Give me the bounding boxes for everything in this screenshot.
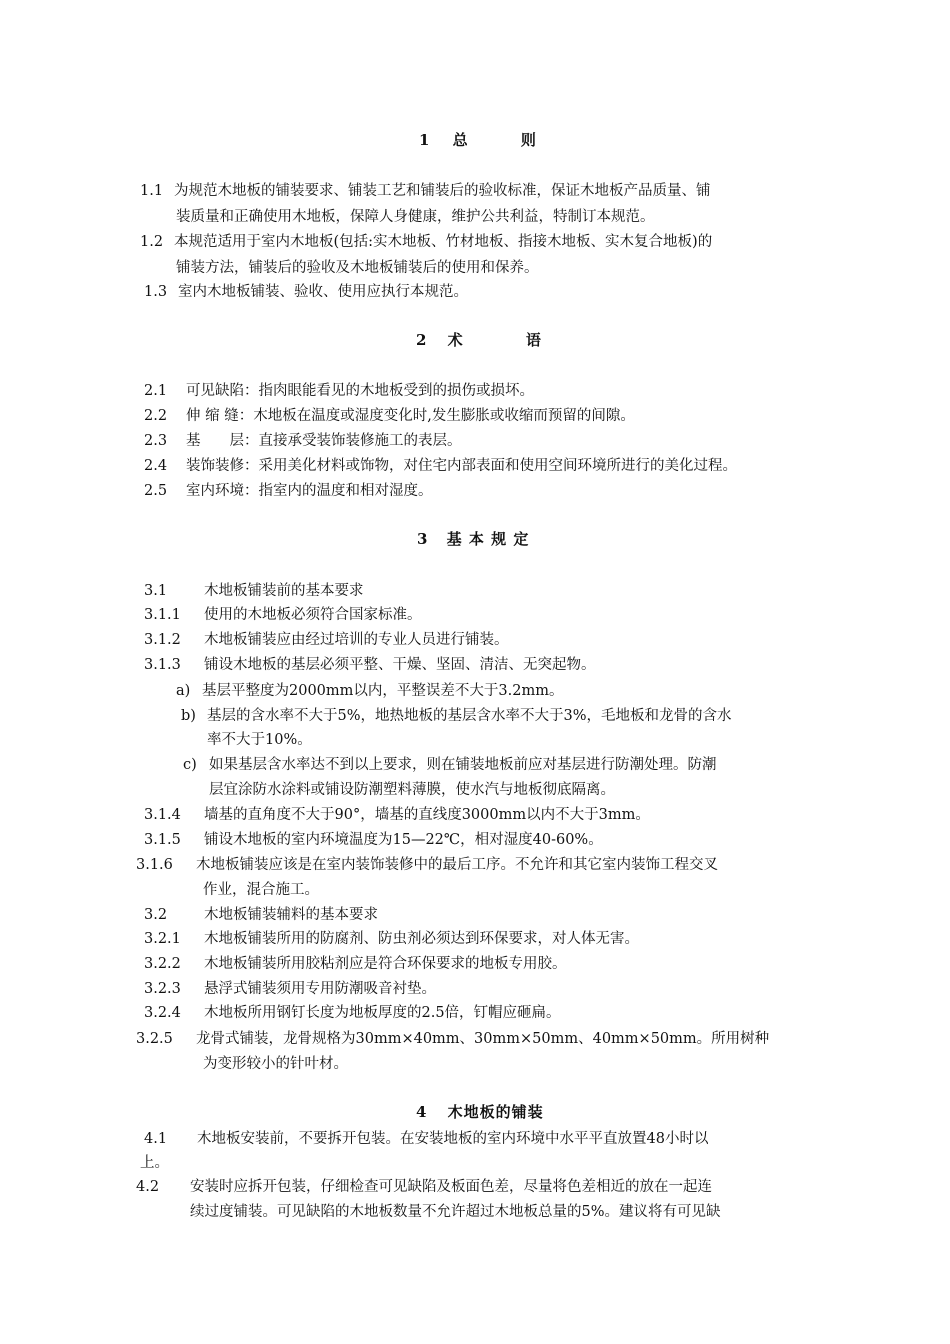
clause-number: 3.2 bbox=[144, 907, 168, 923]
clause-3-2-5 bbox=[136, 1027, 769, 1048]
section-2-heading bbox=[416, 329, 542, 350]
clause-text: 基 层：直接承受装饰装修施工的表层。 bbox=[186, 433, 462, 449]
clause-number: a) bbox=[176, 683, 191, 699]
clause-number: 4.1 bbox=[144, 1131, 168, 1147]
section-title-part: 语 bbox=[525, 331, 542, 349]
clause-text: 墙基的直角度不大于90°，墙基的直线度3000mm以内不大于3mm。 bbox=[204, 807, 650, 823]
clause-3-1-6 bbox=[136, 853, 718, 874]
clause-number: 3.1.6 bbox=[136, 857, 173, 873]
clause-3-2-1 bbox=[144, 927, 639, 948]
clause-1-1 bbox=[140, 179, 711, 200]
clause-3-2-5-cont: 为变形较小的针叶材。 bbox=[203, 1056, 348, 1072]
clause-number: 1.1 bbox=[140, 183, 164, 199]
clause-text: 木地板铺装应由经过培训的专业人员进行铺装。 bbox=[204, 632, 509, 648]
clause-text: 悬浮式铺装须用专用防潮吸音衬垫。 bbox=[204, 981, 436, 997]
clause-number: 1.3 bbox=[144, 284, 168, 300]
clause-text: 本规范适用于室内木地板(包括:实木地板、竹材地板、指接木地板、实木复合地板)的 bbox=[174, 234, 713, 250]
section-number: 3 bbox=[417, 530, 429, 548]
clause-number: 4.2 bbox=[136, 1179, 160, 1195]
clause-number: 1.2 bbox=[140, 234, 164, 250]
sub-item-b-cont: 率不大于10%。 bbox=[207, 732, 312, 748]
clause-number: 2.3 bbox=[144, 433, 168, 449]
clause-number: 3.1 bbox=[144, 583, 168, 599]
clause-3-1-1 bbox=[144, 603, 422, 624]
clause-text: 基层的含水率不大于5%，地热地板的基层含水率不大于3%，毛地板和龙骨的含水 bbox=[207, 708, 732, 724]
clause-text: 木地板铺装所用胶粘剂应是符合环保要求的地板专用胶。 bbox=[204, 956, 567, 972]
sub-item-c bbox=[183, 753, 717, 774]
clause-4-2-cont: 续过度铺装。可见缺陷的木地板数量不允许超过木地板总量的5%。建议将有可见缺 bbox=[190, 1204, 721, 1220]
clause-3-2 bbox=[144, 903, 378, 924]
section-number: 2 bbox=[416, 331, 428, 349]
section-number: 1 bbox=[419, 131, 431, 149]
clause-4-1 bbox=[144, 1127, 708, 1148]
clause-number: 3.2.1 bbox=[144, 931, 181, 947]
clause-3-1-5 bbox=[144, 828, 603, 849]
clause-text: 木地板所用钢钉长度为地板厚度的2.5倍，钉帽应砸扁。 bbox=[204, 1005, 561, 1021]
clause-text: 木地板铺装辅料的基本要求 bbox=[204, 907, 378, 923]
clause-1-3 bbox=[144, 280, 468, 301]
clause-text: 木地板安装前，不要拆开包装。在安装地板的室内环境中水平平直放置48小时以 bbox=[197, 1131, 709, 1147]
clause-3-1-2 bbox=[144, 628, 509, 649]
term-2-2 bbox=[144, 404, 635, 425]
section-title: 木地板的铺装 bbox=[447, 1103, 544, 1121]
clause-number: 3.1.5 bbox=[144, 832, 181, 848]
clause-number: 3.1.3 bbox=[144, 657, 181, 673]
clause-text: 安装时应拆开包装，仔细检查可见缺陷及板面色差，尽量将色差相近的放在一起连 bbox=[190, 1179, 712, 1195]
sub-item-c-cont: 层宜涂防水涂料或铺设防潮塑料薄膜，使水汽与地板彻底隔离。 bbox=[209, 782, 615, 798]
clause-1-2 bbox=[140, 230, 712, 251]
clause-text: 基层平整度为2000mm以内，平整误差不大于3.2mm。 bbox=[202, 683, 564, 699]
term-2-5 bbox=[144, 479, 433, 500]
clause-number: 2.5 bbox=[144, 483, 168, 499]
section-number: 4 bbox=[416, 1103, 428, 1121]
section-title-part: 总 bbox=[452, 131, 469, 149]
clause-1-2-cont: 铺装方法，铺装后的验收及木地板铺装后的使用和保养。 bbox=[176, 260, 539, 276]
term-2-3 bbox=[144, 429, 462, 450]
clause-number: 3.1.1 bbox=[144, 607, 181, 623]
clause-text: 伸 缩 缝：木地板在温度或湿度变化时,发生膨胀或收缩而预留的间隙。 bbox=[186, 408, 635, 424]
section-title-part: 术 bbox=[447, 331, 464, 349]
section-title-part: 则 bbox=[520, 131, 537, 149]
term-2-1 bbox=[144, 379, 534, 400]
sub-item-b bbox=[181, 704, 732, 725]
clause-number: 3.1.2 bbox=[144, 632, 181, 648]
clause-number: 3.2.2 bbox=[144, 956, 181, 972]
term-2-4 bbox=[144, 454, 737, 475]
sub-item-a bbox=[176, 679, 563, 700]
clause-3-2-4 bbox=[144, 1001, 561, 1022]
clause-1-1-cont: 装质量和正确使用木地板，保障人身健康，维护公共利益，特制订本规范。 bbox=[176, 209, 655, 225]
clause-text: 为规范木地板的铺装要求、铺装工艺和铺装后的验收标准，保证木地板产品质量、铺 bbox=[174, 183, 711, 199]
clause-3-1 bbox=[144, 579, 364, 600]
clause-text: 木地板铺装前的基本要求 bbox=[204, 583, 364, 599]
clause-number: 2.4 bbox=[144, 458, 168, 474]
clause-text: 木地板铺装所用的防腐剂、防虫剂必须达到环保要求，对人体无害。 bbox=[204, 931, 639, 947]
section-1-heading bbox=[419, 129, 537, 150]
clause-text: 室内木地板铺装、验收、使用应执行本规范。 bbox=[178, 284, 468, 300]
clause-3-1-6-cont: 作业，混合施工。 bbox=[203, 882, 319, 898]
section-title: 基 本 规 定 bbox=[446, 530, 530, 548]
clause-4-2 bbox=[136, 1175, 712, 1196]
clause-number: c) bbox=[183, 757, 197, 773]
clause-number: 2.1 bbox=[144, 383, 168, 399]
clause-3-1-4 bbox=[144, 803, 650, 824]
section-4-heading bbox=[416, 1101, 544, 1122]
clause-3-2-2 bbox=[144, 952, 567, 973]
clause-number: 3.2.5 bbox=[136, 1031, 173, 1047]
clause-3-2-3 bbox=[144, 977, 436, 998]
clause-number: 3.2.3 bbox=[144, 981, 181, 997]
section-3-heading bbox=[417, 528, 529, 549]
clause-text: 如果基层含水率达不到以上要求，则在铺装地板前应对基层进行防潮处理。防潮 bbox=[209, 757, 717, 773]
clause-number: 2.2 bbox=[144, 408, 168, 424]
clause-text: 木地板铺装应该是在室内装饰装修中的最后工序。不允许和其它室内装饰工程交叉 bbox=[196, 857, 718, 873]
clause-number: b) bbox=[181, 708, 196, 724]
clause-text: 可见缺陷：指肉眼能看见的木地板受到的损伤或损坏。 bbox=[186, 383, 534, 399]
clause-4-1-cont: 上。 bbox=[140, 1155, 169, 1171]
clause-number: 3.1.4 bbox=[144, 807, 181, 823]
clause-text: 铺设木地板的基层必须平整、干燥、坚固、清洁、无突起物。 bbox=[204, 657, 596, 673]
clause-text: 装饰装修：采用美化材料或饰物，对住宅内部表面和使用空间环境所进行的美化过程。 bbox=[186, 458, 737, 474]
clause-number: 3.2.4 bbox=[144, 1005, 181, 1021]
clause-text: 室内环境：指室内的温度和相对湿度。 bbox=[186, 483, 433, 499]
clause-text: 铺设木地板的室内环境温度为15—22℃，相对湿度40-60%。 bbox=[204, 832, 603, 848]
clause-3-1-3 bbox=[144, 653, 596, 674]
clause-text: 龙骨式铺装，龙骨规格为30mm×40mm、30mm×50mm、40mm×50mm。所用树种 bbox=[196, 1031, 770, 1047]
clause-text: 使用的木地板必须符合国家标准。 bbox=[204, 607, 422, 623]
